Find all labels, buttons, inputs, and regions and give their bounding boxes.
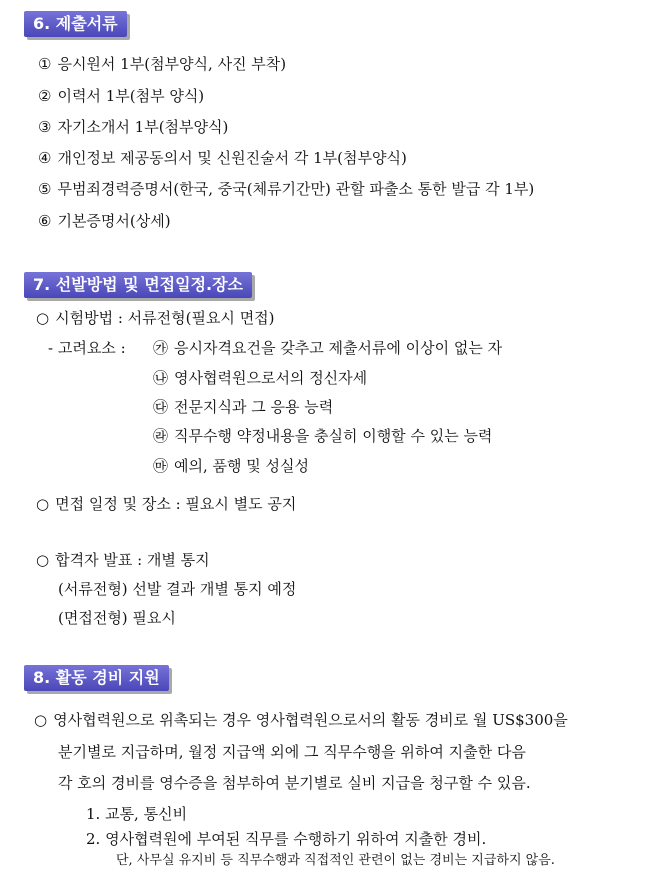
circle-bullet-icon: ○: [36, 551, 50, 569]
criteria-item-1: [153, 338, 502, 358]
criteria-text: 응시자격요건을 갖추고 제출서류에 이상이 없는 자: [174, 339, 503, 357]
expense-item-1: 1. 교통, 통신비: [86, 805, 188, 823]
criteria-text: 직무수행 약정내용을 충실히 이행할 수 있는 능력: [174, 427, 493, 445]
interview-text: 면접 일정 및 장소 : 필요시 별도 공지: [55, 495, 297, 513]
criteria-mark: ㉮: [153, 339, 169, 357]
item-number: ③: [38, 118, 52, 136]
section-6-heading: 6. 제출서류: [24, 11, 127, 37]
item-number: ①: [38, 55, 52, 73]
interview-schedule: [36, 494, 296, 514]
allowance-paragraph-line-1: [34, 710, 568, 730]
section-7-heading: 7. 선발방법 및 면접일정.장소: [24, 272, 252, 298]
item-text: 무범죄경력증명서(한국, 중국(체류기간만) 관할 파출소 통한 발급 각 1부): [57, 180, 535, 198]
item-number: ④: [38, 149, 52, 167]
circle-bullet-icon: ○: [34, 711, 48, 729]
submission-item-4: [38, 148, 407, 168]
criteria-mark: ㉱: [153, 427, 169, 445]
method-text: 시험방법 : 서류전형(필요시 면접): [55, 309, 275, 327]
section-8-heading: 8. 활동 경비 지원: [24, 665, 169, 691]
submission-item-3: [38, 117, 228, 137]
criteria-label: - 고려요소 :: [48, 339, 126, 357]
selection-method: [36, 308, 275, 328]
item-text: 자기소개서 1부(첨부양식): [57, 118, 229, 136]
criteria-text: 예의, 품행 및 성실성: [174, 457, 310, 475]
criteria-mark: ㉯: [153, 369, 169, 387]
submission-item-5: [38, 179, 534, 199]
item-number: ⑥: [38, 212, 52, 230]
item-text: 개인정보 제공동의서 및 신원진술서 각 1부(첨부양식): [57, 149, 407, 167]
announcement-interview-stage: (면접전형) 필요시: [58, 609, 176, 627]
submission-item-1: [38, 54, 286, 74]
criteria-item-5: [153, 456, 309, 476]
result-announcement: [36, 550, 210, 570]
circle-bullet-icon: ○: [36, 495, 50, 513]
item-text: 응시원서 1부(첨부양식, 사진 부착): [57, 55, 287, 73]
allowance-paragraph-line-2: 분기별로 지급하며, 월정 지급액 외에 그 직무수행을 위하여 지출한 다음: [58, 743, 526, 761]
criteria-mark: ㉰: [153, 398, 169, 416]
expense-note: 단, 사무실 유지비 등 직무수행과 직접적인 관련이 없는 경비는 지급하지 않음.: [116, 853, 555, 868]
criteria-item-4: [153, 426, 492, 446]
announce-text: 합격자 발표 : 개별 통지: [55, 551, 210, 569]
submission-item-2: [38, 86, 204, 106]
announcement-document-stage: (서류전형) 선발 결과 개별 통지 예정: [58, 580, 297, 598]
paragraph-text: 영사협력원으로 위촉되는 경우 영사협력원으로서의 활동 경비로 월 US$300을: [53, 711, 568, 729]
item-text: 기본증명서(상세): [57, 212, 171, 230]
circle-bullet-icon: ○: [36, 309, 50, 327]
criteria-item-3: [153, 397, 333, 417]
criteria-text: 영사협력원으로서의 정신자세: [174, 369, 368, 387]
allowance-paragraph-line-3: 각 호의 경비를 영수증을 첨부하여 분기별로 실비 지급을 청구할 수 있음.: [58, 774, 531, 792]
item-text: 이력서 1부(첨부 양식): [57, 87, 205, 105]
submission-item-6: [38, 211, 171, 231]
criteria-text: 전문지식과 그 응용 능력: [174, 398, 334, 416]
criteria-mark: ㉲: [153, 457, 169, 475]
item-number: ②: [38, 87, 52, 105]
item-number: ⑤: [38, 180, 52, 198]
criteria-item-2: [153, 368, 367, 388]
expense-item-2: 2. 영사협력원에 부여된 직무를 수행하기 위하여 지출한 경비.: [86, 830, 487, 848]
